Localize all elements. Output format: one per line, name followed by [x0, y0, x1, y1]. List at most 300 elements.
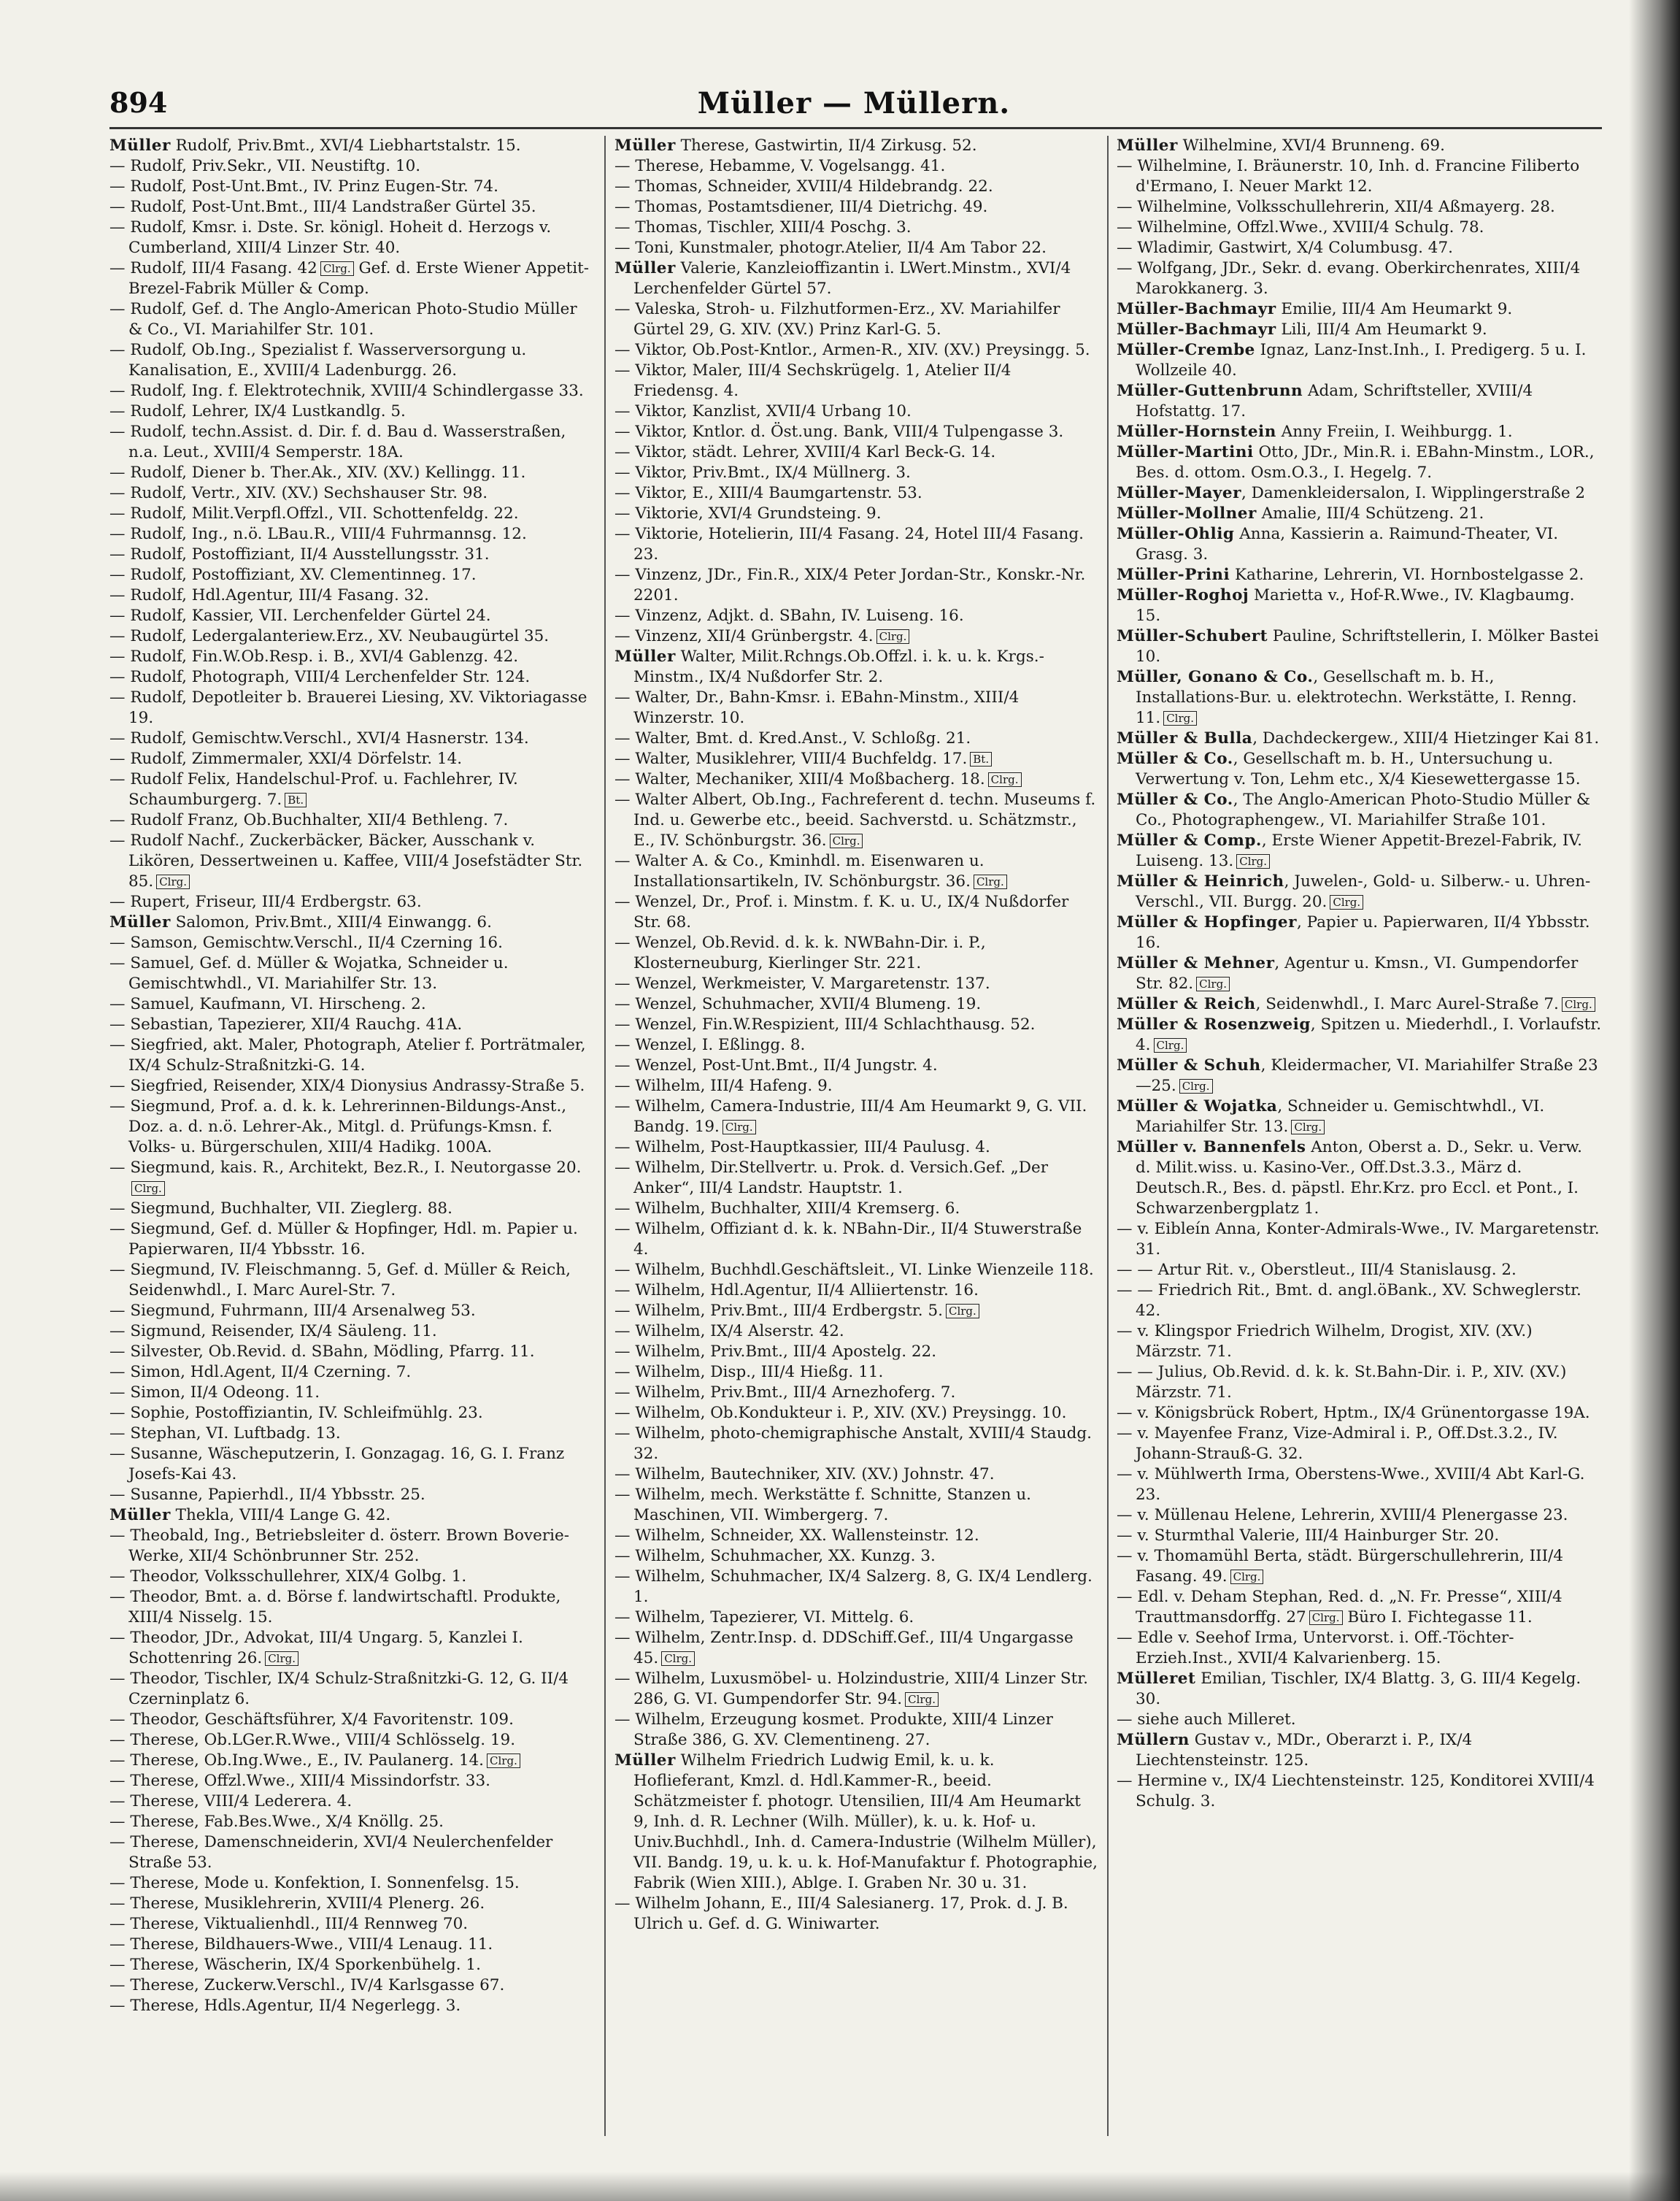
directory-entry	[1117, 524, 1602, 565]
directory-entry	[1117, 218, 1602, 238]
directory-entry	[1117, 422, 1602, 442]
entry-text: — Wilhelm, mech. Werkstätte f. Schnitte, Stanzen u. Maschinen, VII. Wimbergerg. 7.	[614, 1486, 1031, 1524]
directory-entry	[109, 402, 595, 422]
entry-text: — Rupert, Friseur, III/4 Erdbergstr. 63.	[109, 893, 422, 911]
directory-entry	[109, 749, 595, 769]
directory-entry	[109, 463, 595, 483]
directory-entry	[614, 1485, 1100, 1526]
entry-text: — Rudolf, Vertr., XIV. (XV.) Sechshauser Str. 98.	[109, 484, 488, 502]
directory-entry	[614, 1628, 1100, 1669]
directory-entry	[109, 1362, 595, 1383]
entry-text: — Wilhelm, Luxusmöbel- u. Holzindustrie, XIII/4 Linzer Str. 286, G. VI. Gumpendorfer Str. 94.	[614, 1670, 1089, 1708]
entry-text: — Rudolf, Lehrer, IX/4 Lustkandlg. 5.	[109, 402, 406, 420]
entry-surname: Müller	[614, 137, 676, 155]
entry-text: — Rudolf, Photograph, VIII/4 Lerchenfelder Str. 124.	[109, 668, 531, 686]
entry-text: — — Artur Rit. v., Oberstleut., III/4 Stanislausg. 2.	[1117, 1261, 1517, 1279]
directory-entry	[109, 892, 595, 913]
directory-entry	[1117, 1546, 1602, 1587]
entry-text: — Wenzel, Dr., Prof. i. Minstm. f. K. u. U., IX/4 Nußdorfer Str. 68.	[614, 893, 1069, 932]
entry-text: — Rudolf, Ing., n.ö. LBau.R., VIII/4 Fuhrmannsg. 12.	[109, 525, 527, 543]
entry-text: — Walter, Bmt. d. Kred.Anst., V. Schloßg. 21.	[614, 729, 971, 748]
entry-text: — Wilhelm, Schuhmacher, XX. Kunzg. 3.	[614, 1547, 936, 1565]
entry-text: Anna, Kassierin a. Raimund-Theater, VI. Grasg. 3.	[1136, 525, 1559, 564]
entry-text: — v. Sturmthal Valerie, III/4 Hainburger Str. 20.	[1117, 1526, 1500, 1545]
entry-text: — Siegfried, Reisender, XIX/4 Dionysius Andrassy-Straße 5.	[109, 1077, 585, 1095]
directory-entry	[614, 1362, 1100, 1383]
entry-text: — Siegmund, kais. R., Architekt, Bez.R., I. Neutorgasse 20.	[109, 1159, 582, 1177]
entry-text: Walter, Milit.Rchngs.Ob.Offzl. i. k. u. k. Krgs.-Minstm., IX/4 Nußdorfer Str. 2.	[633, 648, 1044, 686]
entry-text: — Rudolf, Ledergalanteriew.Erz., XV. Neubaugürtel 35.	[109, 627, 550, 645]
directory-entry	[109, 1628, 595, 1669]
entry-text: — Rudolf Felix, Handelschul-Prof. u. Fachlehrer, IV. Schaumburgerg. 7.	[109, 770, 518, 809]
entry-text: — Wilhelm, Camera-Industrie, III/4 Am Heumarkt 9, G. VII. Bandg. 19.	[614, 1097, 1087, 1136]
telephone-badge: Clrg.	[988, 772, 1022, 787]
directory-entry	[109, 1894, 595, 1914]
entry-text: — Stephan, VI. Luftbadg. 13.	[109, 1424, 341, 1443]
directory-entry	[1117, 1628, 1602, 1669]
entry-text: — Viktor, Kntlor. d. Öst.ung. Bank, VIII/4 Tulpengasse 3.	[614, 423, 1064, 441]
directory-entry	[1117, 831, 1602, 872]
entry-text: — Rudolf, Kassier, VII. Lerchenfelder Gürtel 24.	[109, 607, 491, 625]
column-divider	[604, 136, 606, 2136]
telephone-badge: Clrg.	[1562, 997, 1595, 1012]
entry-surname: Müller-Mollner	[1117, 504, 1257, 523]
directory-entry	[614, 1424, 1100, 1464]
directory-entry	[614, 688, 1100, 729]
entry-text: — Wilhelm, Dir.Stellvertr. u. Prok. d. Versich.Gef. „Der Anker“, III/4 Landstr. Hauptstr. 1.	[614, 1159, 1049, 1197]
telephone-badge: Clrg.	[974, 875, 1007, 889]
entry-text: — Therese, Fab.Bes.Wwe., X/4 Knöllg. 25.	[109, 1813, 444, 1831]
directory-entry	[109, 1914, 595, 1935]
entry-text: — Theobald, Ing., Betriebsleiter d. österr. Brown Boverie-Werke, XII/4 Schönbrunner Str. 252.	[109, 1526, 569, 1565]
directory-entry	[614, 156, 1100, 177]
entry-text: — Rudolf, Postoffiziant, XV. Clementinneg. 17.	[109, 566, 477, 584]
directory-entry	[109, 1301, 595, 1321]
entry-text: — — Julius, Ob.Revid. d. k. k. St.Bahn-Dir. i. P., XIV. (XV.) Märzstr. 71.	[1117, 1363, 1567, 1402]
directory-entry	[614, 1056, 1100, 1076]
directory-entry	[1117, 585, 1602, 626]
entry-text: — Viktor, städt. Lehrer, XVIII/4 Karl Beck-G. 14.	[614, 443, 996, 461]
entry-text: — Viktor, Maler, III/4 Sechskrügelg. 1, Atelier II/4 Friedensg. 4.	[614, 361, 1012, 400]
entry-text: — Hermine v., IX/4 Liechtensteinstr. 125, Konditorei XVIII/4 Schulg. 3.	[1117, 1772, 1595, 1810]
directory-columns	[109, 136, 1602, 2151]
directory-entry	[109, 483, 595, 504]
directory-entry	[614, 402, 1100, 422]
entry-text: Adam, Schriftsteller, XVIII/4 Hofstattg. 17.	[1136, 382, 1533, 420]
directory-entry	[109, 647, 595, 667]
entry-text: — Rudolf, Post-Unt.Bmt., III/4 Landstraßer Gürtel 35.	[109, 198, 536, 216]
directory-entry	[109, 667, 595, 688]
directory-entry	[1117, 729, 1602, 749]
entry-surname: Müller-Bachmayr	[1117, 300, 1276, 318]
entry-text: — Rudolf, III/4 Fasang. 42	[109, 259, 317, 277]
entry-text: Anton, Oberst a. D., Sekr. u. Verw. d. Milit.wiss. u. Kasino-Ver., Off.Dst.3.3., März d. Deutsch.R., Bes. d. päpstl. Ehr.Krz. pro Eccl. et Pont., I. Schwarzenbergplatz 1.	[1136, 1138, 1582, 1218]
entry-text: — Simon, Hdl.Agent, II/4 Czerning. 7.	[109, 1363, 412, 1381]
entry-surname: Müllern	[1117, 1731, 1190, 1749]
entry-text: — Therese, Mode u. Konfektion, I. Sonnenfelsg. 15.	[109, 1874, 520, 1892]
directory-entry	[1117, 156, 1602, 197]
directory-entry	[1117, 872, 1602, 913]
entry-text: — Simon, II/4 Odeong. 11.	[109, 1383, 320, 1402]
directory-entry	[109, 688, 595, 729]
directory-entry	[109, 585, 595, 606]
entry-surname: Müller & Comp.	[1117, 831, 1262, 850]
directory-entry	[1117, 790, 1602, 831]
directory-entry	[614, 463, 1100, 483]
directory-entry	[109, 769, 595, 810]
entry-text: — siehe auch Milleret.	[1117, 1710, 1296, 1729]
directory-entry	[614, 197, 1100, 218]
entry-surname: Müller-Bachmayr	[1117, 320, 1276, 339]
entry-text: Emilian, Tischler, IX/4 Blattg. 3, G. III/4 Kegelg. 30.	[1136, 1670, 1581, 1708]
directory-entry	[109, 1076, 595, 1096]
entry-text: — Rudolf, Hdl.Agentur, III/4 Fasang. 32.	[109, 586, 429, 604]
telephone-badge: Clrg.	[1230, 1570, 1264, 1584]
directory-entry	[614, 790, 1100, 851]
directory-entry	[109, 1219, 595, 1260]
entry-surname: Müller	[614, 1751, 676, 1770]
telephone-badge: Clrg.	[830, 834, 863, 848]
directory-entry	[109, 1996, 595, 2016]
entry-surname: Müller-Schubert	[1117, 627, 1268, 645]
directory-entry	[614, 994, 1100, 1015]
entry-text: — Siegmund, Fuhrmann, III/4 Arsenalweg 53.	[109, 1302, 476, 1320]
directory-entry	[614, 1383, 1100, 1403]
entry-text: , Dachdeckergew., XIII/4 Hietzinger Kai 81.	[1252, 729, 1600, 748]
entry-text: — Samuel, Kaufmann, VI. Hirscheng. 2.	[109, 995, 426, 1013]
entry-text: Ignaz, Lanz-Inst.Inh., I. Predigerg. 5 u. I. Wollzeile 40.	[1136, 341, 1587, 380]
entry-text: , Gesellschaft m. b. H., Installations-Bur. u. elektrotechn. Werkstätte, I. Renng. 11.	[1136, 668, 1577, 727]
entry-text: — Wilhelm, Priv.Bmt., III/4 Apostelg. 22.	[614, 1343, 937, 1361]
directory-entry	[614, 749, 1100, 769]
directory-entry	[109, 218, 595, 258]
directory-entry	[1117, 1280, 1602, 1321]
entry-text: — Wenzel, Ob.Revid. d. k. k. NWBahn-Dir. i. P., Klosterneuburg, Kierlinger Str. 221.	[614, 934, 986, 972]
entry-surname: Müller & Wojatka	[1117, 1097, 1278, 1115]
entry-text: — Wilhelm, III/4 Hafeng. 9.	[614, 1077, 833, 1095]
column-2	[614, 136, 1100, 2151]
entry-text: — Thomas, Schneider, XVIII/4 Hildebrandg. 22.	[614, 177, 993, 196]
entry-text: — Therese, Wäscherin, IX/4 Sporkenbühelg. 1.	[109, 1956, 481, 1974]
scan-shadow-right	[1629, 0, 1680, 2201]
directory-entry	[1117, 442, 1602, 483]
entry-text: — Wilhelmine, Volksschullehrerin, XII/4 Aßmayerg. 28.	[1117, 198, 1555, 216]
entry-text: — Wenzel, Fin.W.Respizient, III/4 Schlachthausg. 52.	[614, 1015, 1036, 1034]
entry-text: , The Anglo-American Photo-Studio Müller & Co., Photographengew., VI. Mariahilfer Straße 101.	[1136, 791, 1591, 829]
entry-surname: Müller-Hornstein	[1117, 423, 1276, 441]
entry-surname: Müller-Mayer	[1117, 484, 1241, 502]
entry-text: — Rudolf, Diener b. Ther.Ak., XIV. (XV.) Kellingg. 11.	[109, 464, 526, 482]
directory-entry	[614, 729, 1100, 749]
entry-text: — Susanne, Wäscheputzerin, I. Gonzagag. 16, G. I. Franz Josefs-Kai 43.	[109, 1445, 565, 1483]
entry-text: — Therese, Bildhauers-Wwe., VIII/4 Lenaug. 11.	[109, 1935, 493, 1954]
entry-text: — Wilhelm, Schneider, XX. Wallensteinstr. 12.	[614, 1526, 979, 1545]
entry-text: Lili, III/4 Am Heumarkt 9.	[1276, 320, 1487, 339]
directory-entry	[614, 974, 1100, 994]
directory-entry	[1117, 953, 1602, 994]
entry-text: — Vinzenz, JDr., Fin.R., XIX/4 Peter Jordan-Str., Konskr.-Nr. 2201.	[614, 566, 1086, 604]
entry-text: — Rudolf, Zimmermaler, XXI/4 Dörfelstr. 14.	[109, 750, 463, 768]
telephone-badge: Clrg.	[487, 1753, 520, 1768]
entry-surname: Müller	[614, 259, 676, 277]
directory-entry	[614, 524, 1100, 565]
directory-entry	[614, 851, 1100, 892]
entry-surname: Müller & Heinrich	[1117, 872, 1284, 891]
entry-text: — Siegmund, Buchhalter, VII. Zieglerg. 88.	[109, 1199, 452, 1218]
directory-entry	[109, 1260, 595, 1301]
entry-surname: Müller	[614, 648, 676, 666]
entry-text-tail: Büro I. Fichtegasse 11.	[1342, 1608, 1533, 1626]
directory-entry	[109, 1035, 595, 1076]
entry-surname: Müller	[109, 913, 171, 932]
entry-text: — Theodor, Tischler, IX/4 Schulz-Straßnitzki-G. 12, G. II/4 Czerninplatz 6.	[109, 1670, 569, 1708]
entry-text: Gustav v., MDr., Oberarzt i. P., IX/4 Liechtensteinstr. 125.	[1136, 1731, 1473, 1770]
directory-entry	[109, 422, 595, 463]
entry-text: — Viktorie, XVI/4 Grundsteing. 9.	[614, 504, 882, 523]
entry-text: — Therese, Musiklehrerin, XVIII/4 Plenerg. 26.	[109, 1894, 485, 1913]
directory-entry	[109, 299, 595, 340]
entry-text: — Rudolf, Depotleiter b. Brauerei Liesing, XV. Viktoriagasse 19.	[109, 688, 587, 727]
directory-entry	[1117, 238, 1602, 258]
directory-entry	[1117, 1219, 1602, 1260]
directory-entry	[109, 606, 595, 626]
entry-text: — Wilhelm, Buchhalter, XIII/4 Kremserg. 6.	[614, 1199, 960, 1218]
directory-entry	[614, 422, 1100, 442]
entry-text: — Rudolf, Post-Unt.Bmt., IV. Prinz Eugen-Str. 74.	[109, 177, 498, 196]
entry-text: — Walter, Dr., Bahn-Kmsr. i. EBahn-Minstm., XIII/4 Winzerstr. 10.	[614, 688, 1020, 727]
directory-entry	[109, 1873, 595, 1894]
directory-entry	[614, 1751, 1100, 1894]
directory-entry	[109, 626, 595, 647]
directory-entry	[1117, 1096, 1602, 1137]
entry-text: — Walter, Musiklehrer, VIII/4 Buchfeldg. 17.	[614, 750, 968, 768]
entry-text: — Rudolf, Ob.Ing., Spezialist f. Wasserversorgung u. Kanalisation, E., XVIII/4 Ladenburgg. 26.	[109, 341, 527, 380]
directory-entry	[614, 1137, 1100, 1158]
directory-entry	[109, 1485, 595, 1505]
entry-surname: Müller & Bulla	[1117, 729, 1253, 748]
entry-text: — Siegfried, akt. Maler, Photograph, Atelier f. Porträtmaler, IX/4 Schulz-Straßnitzki-G. 14.	[109, 1036, 586, 1075]
directory-entry	[1117, 1321, 1602, 1362]
directory-entry	[109, 177, 595, 197]
entry-text: — Rudolf Nachf., Zuckerbäcker, Bäcker, Ausschank v. Likören, Dessertweinen u. Kaffee, VIII/4 Josefstädter Str. 85.	[109, 831, 583, 891]
entry-text: , Spitzen u. Miederhdl., I. Vorlaufstr. 4.	[1136, 1015, 1602, 1054]
directory-entry	[1117, 504, 1602, 524]
entry-text: — Siegmund, IV. Fleischmanng. 5, Gef. d. Müller & Reich, Seidenwhdl., I. Marc Aurel-Str. 7.	[109, 1261, 571, 1299]
directory-entry	[1117, 299, 1602, 320]
entry-text: — Wilhelm, Zentr.Insp. d. DDSchiff.Gef., III/4 Ungargasse 45.	[614, 1629, 1074, 1667]
entry-text: Emilie, III/4 Am Heumarkt 9.	[1276, 300, 1513, 318]
entry-text: , Kleidermacher, VI. Mariahilfer Straße 23—25.	[1136, 1056, 1598, 1095]
telephone-badge: Clrg.	[131, 1181, 165, 1196]
entry-text: — Susanne, Papierhdl., II/4 Ybbsstr. 25.	[109, 1486, 425, 1504]
telephone-badge: Clrg.	[1309, 1610, 1343, 1625]
entry-text: — Rudolf, Postoffiziant, II/4 Ausstellungsstr. 31.	[109, 545, 490, 564]
directory-entry	[614, 442, 1100, 463]
directory-entry	[109, 1955, 595, 1975]
entry-text: — Rudolf, Gef. d. The Anglo-American Photo-Studio Müller & Co., VI. Mariahilfer Str. 101.	[109, 300, 577, 339]
directory-entry	[109, 1587, 595, 1628]
entry-text: Amalie, III/4 Schützeng. 21.	[1256, 504, 1484, 523]
entry-text: — Therese, Viktualienhdl., III/4 Rennweg 70.	[109, 1915, 469, 1933]
directory-entry	[109, 136, 595, 156]
entry-text: — v. Königsbrück Robert, Hptm., IX/4 Grünentorgasse 19A.	[1117, 1404, 1590, 1422]
directory-entry	[109, 1505, 595, 1526]
directory-entry	[1117, 1464, 1602, 1505]
directory-entry	[614, 1219, 1100, 1260]
directory-entry	[1117, 1015, 1602, 1056]
directory-entry	[614, 1342, 1100, 1362]
telephone-badge: Bt.	[285, 793, 307, 807]
directory-entry	[1117, 1424, 1602, 1464]
directory-entry	[109, 381, 595, 402]
directory-entry	[1117, 136, 1602, 156]
directory-entry	[614, 218, 1100, 238]
entry-text: Valerie, Kanzleioffizantin i. LWert.Minstm., XVI/4 Lerchenfelder Gürtel 57.	[633, 259, 1071, 298]
directory-entry	[1117, 565, 1602, 585]
entry-text: — Rudolf, Fin.W.Ob.Resp. i. B., XVI/4 Gablenzg. 42.	[109, 648, 519, 666]
entry-text: — Vinzenz, XII/4 Grünbergstr. 4.	[614, 627, 874, 645]
telephone-badge: Clrg.	[1179, 1079, 1213, 1094]
directory-entry	[1117, 197, 1602, 218]
directory-entry	[614, 1669, 1100, 1710]
entry-surname: Müller-Martini	[1117, 443, 1254, 461]
entry-surname: Müller	[109, 1506, 171, 1524]
running-head: Müller — Müllern.	[697, 86, 1011, 120]
entry-text: — Viktor, Kanzlist, XVII/4 Urbang 10.	[614, 402, 912, 420]
directory-entry	[1117, 1403, 1602, 1424]
entry-text: — Wilhelmine, Offzl.Wwe., XVIII/4 Schulg. 78.	[1117, 218, 1484, 237]
directory-entry	[614, 361, 1100, 402]
entry-surname: Müller	[109, 137, 171, 155]
directory-entry	[614, 1567, 1100, 1607]
directory-entry	[109, 197, 595, 218]
entry-text: — Rudolf, Ing. f. Elektrotechnik, XVIII/4 Schindlergasse 33.	[109, 382, 584, 400]
directory-entry	[614, 1301, 1100, 1321]
entry-text: — Wenzel, Schuhmacher, XVII/4 Blumeng. 19.	[614, 995, 982, 1013]
entry-text: , Juwelen-, Gold- u. Silberw.- u. Uhren-Verschl., VII. Burgg. 20.	[1136, 872, 1591, 911]
entry-text: — Wilhelm, Tapezierer, VI. Mittelg. 6.	[614, 1608, 914, 1626]
directory-entry	[1117, 667, 1602, 729]
entry-text: — Wenzel, Post-Unt.Bmt., II/4 Jungstr. 4.	[614, 1056, 938, 1075]
scan-shadow-bottom	[0, 2172, 1680, 2201]
entry-surname: Müller-Ohlig	[1117, 525, 1235, 543]
entry-surname: Müller & Co.	[1117, 750, 1233, 768]
entry-text: — v. Thomamühl Berta, städt. Bürgerschullehrerin, III/4 Fasang. 49.	[1117, 1547, 1564, 1586]
entry-text: — Wilhelm, Priv.Bmt., III/4 Erdbergstr. 5.	[614, 1302, 943, 1320]
directory-entry	[614, 647, 1100, 688]
entry-surname: Müller & Mehner	[1117, 954, 1275, 972]
directory-entry	[109, 810, 595, 831]
entry-text: — v. Eibleín Anna, Konter-Admirals-Wwe., IV. Margaretenstr. 31.	[1117, 1220, 1600, 1259]
directory-entry	[109, 524, 595, 545]
telephone-badge: Clrg.	[265, 1651, 298, 1666]
directory-entry	[109, 994, 595, 1015]
entry-text: — v. Mühlwerth Irma, Oberstens-Wwe., XVIII/4 Abt Karl-G. 23.	[1117, 1465, 1585, 1504]
entry-text: — Sigmund, Reisender, IX/4 Säuleng. 11.	[109, 1322, 437, 1340]
entry-text: — Viktor, Priv.Bmt., IX/4 Müllnerg. 3.	[614, 464, 911, 482]
directory-entry	[614, 1403, 1100, 1424]
directory-entry	[614, 1035, 1100, 1056]
entry-text: , Agentur u. Kmsn., VI. Gumpendorfer Str. 82.	[1136, 954, 1579, 993]
directory-entry	[614, 1546, 1100, 1567]
entry-text: — Viktor, Ob.Post-Kntlor., Armen-R., XIV. (XV.) Preysingg. 5.	[614, 341, 1090, 359]
entry-text: — Therese, Ob.LGer.R.Wwe., VIII/4 Schlösselg. 19.	[109, 1731, 516, 1749]
entry-text-tail: Gef. d. Erste Wiener Appetit-Brezel-Fabrik Müller & Comp.	[128, 259, 590, 298]
entry-text: — Thomas, Tischler, XIII/4 Poschg. 3.	[614, 218, 912, 237]
entry-text: — v. Müllenau Helene, Lehrerin, XVIII/4 Plenergasse 23.	[1117, 1506, 1568, 1524]
entry-text: — Wilhelm, IX/4 Alserstr. 42.	[614, 1322, 844, 1340]
directory-entry	[1117, 1526, 1602, 1546]
entry-text: — Wilhelm, photo-chemigraphische Anstalt, XVIII/4 Staudg. 32.	[614, 1424, 1092, 1463]
entry-text: — Therese, VIII/4 Lederera. 4.	[109, 1792, 352, 1810]
directory-entry	[1117, 258, 1602, 299]
directory-entry	[614, 136, 1100, 156]
entry-text: — Wladimir, Gastwirt, X/4 Columbusg. 47.	[1117, 239, 1453, 257]
directory-entry	[109, 1526, 595, 1567]
entry-surname: Müller & Schuh	[1117, 1056, 1261, 1075]
header-rule	[109, 127, 1602, 129]
column-divider	[1107, 136, 1109, 2136]
directory-entry	[1117, 1669, 1602, 1710]
directory-entry	[614, 1710, 1100, 1751]
entry-text: — Wilhelm, Disp., III/4 Hießg. 11.	[614, 1363, 884, 1381]
entry-surname: Müller-Roghoj	[1117, 586, 1249, 604]
entry-surname: Müller v. Bannenfels	[1117, 1138, 1306, 1156]
directory-entry	[614, 606, 1100, 626]
directory-entry	[109, 340, 595, 381]
entry-surname: Müller-Prini	[1117, 566, 1230, 584]
directory-entry	[1117, 749, 1602, 790]
directory-entry	[614, 504, 1100, 524]
directory-entry	[109, 1403, 595, 1424]
entry-text: — Rudolf, Gemischtw.Verschl., XVI/4 Hasnerstr. 134.	[109, 729, 529, 748]
directory-entry	[109, 1832, 595, 1873]
directory-entry	[109, 1424, 595, 1444]
directory-entry	[614, 258, 1100, 299]
entry-surname: Müller & Reich	[1117, 995, 1256, 1013]
entry-text: — Wilhelmine, I. Bräunerstr. 10, Inh. d. Francine Filiberto d'Ermano, I. Neuer Markt 12.	[1117, 157, 1580, 196]
entry-surname: Müller & Rosenzweig	[1117, 1015, 1311, 1034]
directory-entry	[614, 1015, 1100, 1035]
directory-entry	[1117, 1771, 1602, 1812]
directory-entry	[109, 953, 595, 994]
directory-entry	[1117, 1587, 1602, 1628]
directory-entry	[109, 913, 595, 933]
entry-text: , Damenkleidersalon, I. Wipplingerstraße 2	[1241, 484, 1586, 502]
directory-entry	[109, 1158, 595, 1199]
entry-surname: Müller-Guttenbrunn	[1117, 382, 1303, 400]
entry-text: Otto, JDr., Min.R. i. EBahn-Minstm., LOR., Bes. d. ottom. Osm.O.3., I. Hegelg. 7.	[1136, 443, 1595, 482]
page-header	[109, 86, 1598, 130]
directory-entry	[109, 1096, 595, 1158]
telephone-badge: Clrg.	[946, 1304, 979, 1318]
directory-entry	[614, 1321, 1100, 1342]
entry-text: — Edle v. Seehof Irma, Untervorst. i. Off.-Töchter-Erzieh.Inst., XVII/4 Kalvarienberg. 15.	[1117, 1629, 1514, 1667]
directory-entry	[614, 1526, 1100, 1546]
entry-text: — Wilhelm, Schuhmacher, IX/4 Salzerg. 8, G. IX/4 Lendlerg. 1.	[614, 1567, 1093, 1606]
entry-text: — Rudolf, techn.Assist. d. Dir. f. d. Bau d. Wasserstraßen, n.a. Leut., XVIII/4 Semperstr. 18A.	[109, 423, 566, 461]
directory-entry	[614, 1607, 1100, 1628]
entry-text: — Thomas, Postamtsdiener, III/4 Dietrichg. 49.	[614, 198, 988, 216]
directory-entry	[614, 626, 1100, 647]
entry-text: , Erste Wiener Appetit-Brezel-Fabrik, IV. Luiseng. 13.	[1136, 831, 1582, 870]
entry-text: — Wilhelm, Hdl.Agentur, II/4 Alliiertenstr. 16.	[614, 1281, 979, 1299]
directory-entry	[109, 565, 595, 585]
directory-entry	[109, 1975, 595, 1996]
directory-entry	[109, 1771, 595, 1791]
entry-text: Therese, Gastwirtin, II/4 Zirkusg. 52.	[675, 137, 977, 155]
directory-entry	[1117, 1056, 1602, 1096]
